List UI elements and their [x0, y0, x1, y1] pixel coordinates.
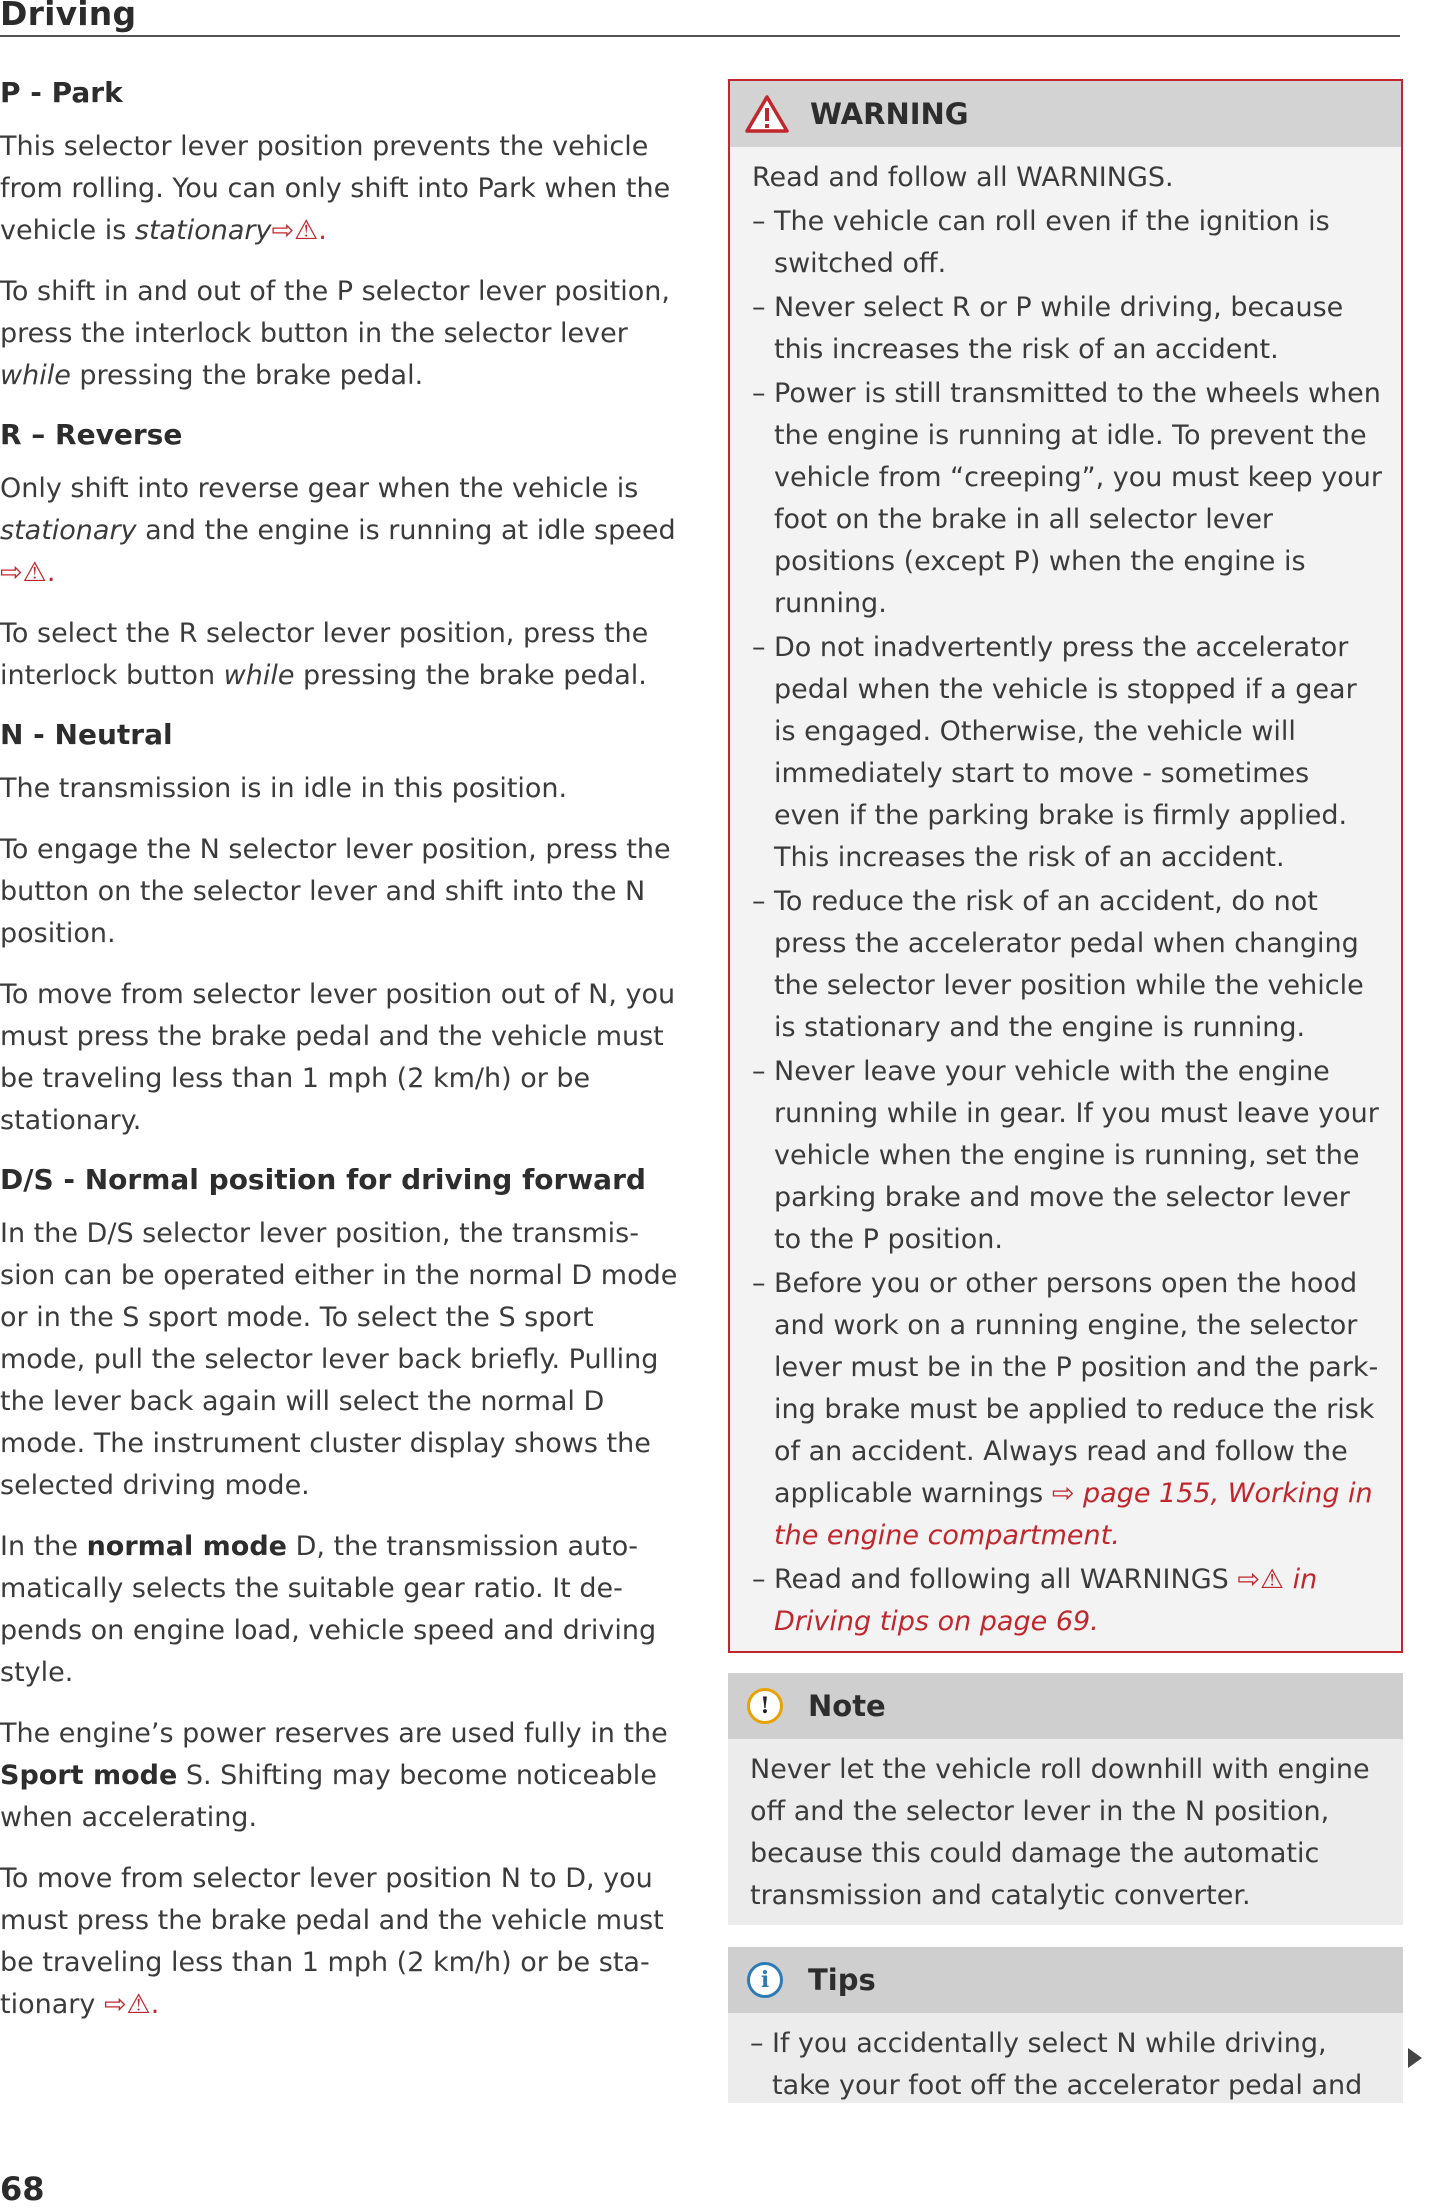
section-reverse [0, 416, 680, 697]
warning-box [728, 79, 1403, 1653]
warning-item: – Never leave your vehicle with the engine running while in gear. If you must leave your vehicle when the engine is running, set the parking brake and move the selector lever to the P position. [752, 1051, 1383, 1261]
right-column [728, 79, 1403, 2103]
tips-title: Tips [808, 1963, 876, 1997]
warning-list [752, 201, 1383, 1643]
warning-intro: Read and follow all WARNINGS. [752, 162, 1174, 193]
heading-drive: D/S - Normal position for driving forward [0, 1163, 646, 1196]
warning-body [730, 147, 1401, 1651]
tips-header [728, 1947, 1403, 2013]
heading-neutral: N - Neutral [0, 718, 173, 751]
warning-title: WARNING [810, 97, 969, 131]
reverse-paragraph-1: Only shift into reverse gear when the vehicle is stationary and the engine is running at idle speed ⇨⚠. [0, 473, 676, 588]
exclamation-circle-icon: ! [742, 1686, 788, 1726]
drive-paragraph-3: The engine’s power reserves are used fully in the Sport mode S. Shifting may become noticeable when accelerating. [0, 1718, 668, 1833]
drive-paragraph-1: In the D/S selector lever position, the transmission can be operated either in the normal D mode or in the S sport mode. To select the S sport mode, pull the selector lever back briefly. Pulling the lever back again will select the normal D mode. The instrument cluster display shows the selected driving mode. [0, 1218, 678, 1501]
section-park [0, 74, 680, 397]
warning-header [730, 81, 1401, 147]
section-drive [0, 1161, 680, 2026]
page-number: 68 [0, 2170, 45, 2208]
heading-reverse: R – Reverse [0, 418, 183, 451]
warning-cross-reference[interactable]: ⇨⚠. [0, 557, 56, 588]
warning-item: – To reduce the risk of an accident, do not press the accelerator pedal when changing the selector lever position while the vehicle is stationary and the engine is running. [752, 881, 1383, 1049]
warning-item: – Do not inadvertently press the accelerator pedal when the vehicle is stopped if a gear is engaged. Otherwise, the vehicle will immediately start to move - sometimes even if the parking brake is firmly applied. This increases the risk of an accident. [752, 627, 1383, 879]
note-text: Never let the vehicle roll downhill with engine off and the selector lever in the N position, because this could damage the automatic transmission and catalytic converter. [750, 1754, 1370, 1911]
park-paragraph-2: To shift in and out of the P selector lever position, press the interlock button in the selector lever while pressing the brake pedal. [0, 276, 670, 391]
tips-item: – If you accidentally select N while driving, take your foot off the accelerator pedal and [750, 2023, 1385, 2103]
warning-item: – Power is still transmitted to the wheels when the engine is running at idle. To prevent the vehicle from “creeping”, you must keep your foot on the brake in all selector lever positions (except P) when the engine is running. [752, 373, 1383, 625]
page-header-title: Driving [0, 0, 137, 33]
neutral-paragraph-1: The transmission is in idle in this position. [0, 773, 568, 804]
reverse-paragraph-2: To select the R selector lever position, press the interlock button while pressing the brake pedal. [0, 618, 649, 691]
page-cross-reference[interactable]: ⇨⚠ in Driving tips on page 69. [774, 1564, 1318, 1637]
page-cross-reference[interactable]: ⇨ page 155, Working in the engine compartment. [774, 1478, 1373, 1551]
note-box [728, 1673, 1403, 1925]
drive-paragraph-4: To move from selector lever position N to D, you must press the brake pedal and the vehicle must be traveling less than 1 mph (2 km/h) or be stationary ⇨⚠. [0, 1863, 664, 2020]
park-paragraph-1: This selector lever position prevents the vehicle from rolling. You can only shift into Park when the vehicle is stationary⇨⚠. [0, 131, 671, 246]
tips-list [750, 2023, 1385, 2103]
warning-item: – Before you or other persons open the hood and work on a running engine, the selector lever must be in the P position and the parking brake must be applied to reduce the risk of an accident. Always read and follow the applicable warnings ⇨ page 155, Working in the engine compartment. [752, 1263, 1383, 1557]
warning-cross-reference[interactable]: ⇨⚠. [103, 1989, 160, 2020]
note-title: Note [808, 1689, 886, 1723]
header-rule [0, 35, 1400, 37]
warning-cross-reference[interactable]: ⇨⚠. [271, 215, 327, 246]
warning-item: – Read and following all WARNINGS ⇨⚠ in Driving tips on page 69. [752, 1559, 1383, 1643]
section-neutral [0, 716, 680, 1142]
tips-box [728, 1947, 1403, 2103]
left-column [0, 74, 680, 2045]
continue-arrow-icon [1408, 2048, 1422, 2068]
note-header [728, 1673, 1403, 1739]
warning-item: – The vehicle can roll even if the ignition is switched off. [752, 201, 1383, 285]
warning-item: – Never select R or P while driving, because this increases the risk of an accident. [752, 287, 1383, 371]
note-body [728, 1739, 1403, 1925]
warning-triangle-icon [744, 94, 790, 134]
info-circle-icon: i [742, 1960, 788, 2000]
tips-body [728, 2013, 1403, 2103]
drive-paragraph-2: In the normal mode D, the transmission automatically selects the suitable gear ratio. It depends on engine load, vehicle speed and driving style. [0, 1531, 657, 1688]
neutral-paragraph-3: To move from selector lever position out of N, you must press the brake pedal and the vehicle must be traveling less than 1 mph (2 km/h) or be stationary. [0, 979, 676, 1136]
heading-park: P - Park [0, 76, 123, 109]
neutral-paragraph-2: To engage the N selector lever position, press the button on the selector lever and shift into the N position. [0, 834, 671, 949]
